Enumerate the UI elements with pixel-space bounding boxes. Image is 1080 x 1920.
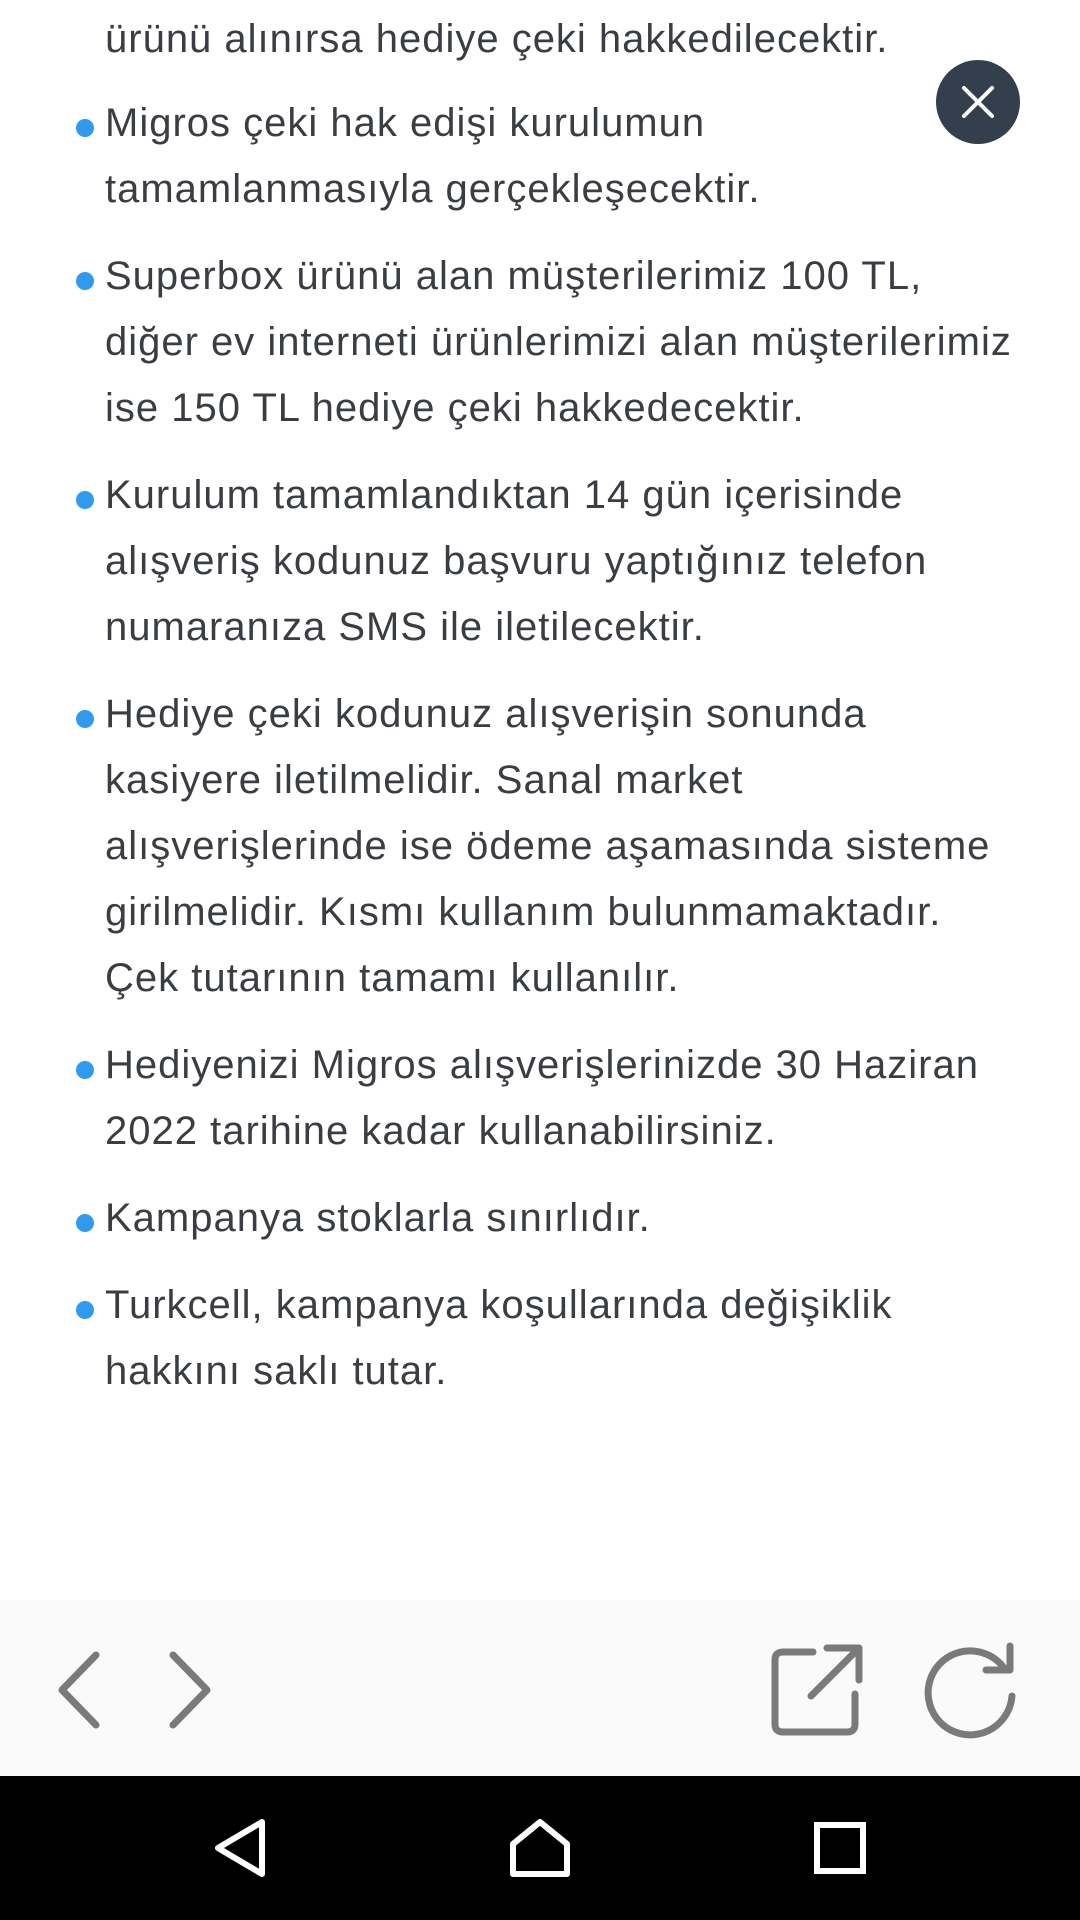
- list-item: [0, 1185, 1080, 1251]
- recents-icon: [812, 1820, 868, 1876]
- list-item: [0, 243, 1080, 441]
- system-recents-button[interactable]: [790, 1798, 890, 1898]
- list-item: [0, 90, 1080, 222]
- list-item-text: Turkcell, kampanya koşullarında değişiklik hakkını saklı tutar.: [105, 1283, 893, 1393]
- system-home-button[interactable]: [490, 1798, 590, 1898]
- forward-button[interactable]: [137, 1640, 237, 1740]
- bullet-icon: [76, 710, 94, 728]
- bullet-icon: [76, 1061, 94, 1079]
- list-item-text: Kurulum tamamlandıktan 14 gün içerisinde alışveriş kodunuz başvuru yaptığınız telefon numaranıza SMS ile iletilecektir.: [105, 473, 928, 649]
- close-button[interactable]: [936, 60, 1020, 144]
- system-back-button[interactable]: [190, 1798, 290, 1898]
- close-icon: [960, 84, 996, 120]
- back-button[interactable]: [32, 1640, 132, 1740]
- bullet-icon: [76, 1301, 94, 1319]
- reload-button[interactable]: [922, 1640, 1022, 1740]
- list-item-text: Kampanya stoklarla sınırlıdır.: [105, 1196, 651, 1240]
- list-item-text: Migros çeki hak edişi kurulumun tamamlanmasıyla gerçekleşecektir.: [105, 101, 761, 211]
- bullet-icon: [76, 119, 94, 137]
- back-arrow-icon: [52, 1645, 112, 1735]
- list-item: [0, 462, 1080, 660]
- home-icon: [507, 1816, 573, 1880]
- bullet-icon: [76, 491, 94, 509]
- bullet-icon: [76, 272, 94, 290]
- browser-toolbar: [0, 1600, 1080, 1776]
- back-triangle-icon: [210, 1816, 270, 1880]
- bullet-icon: [76, 1214, 94, 1232]
- list-item: [0, 1272, 1080, 1404]
- list-item-text: Hediyenizi Migros alışverişlerinizde 30 Haziran 2022 tarihine kadar kullanabilirsiniz.: [105, 1043, 979, 1153]
- forward-arrow-icon: [157, 1645, 217, 1735]
- open-external-button[interactable]: [767, 1640, 867, 1740]
- open-external-icon: [769, 1642, 865, 1738]
- term-text-continued: ürünü alınırsa hediye çeki hakkedilecektir.: [105, 17, 889, 61]
- list-item-text: Hediye çeki kodunuz alışverişin sonunda kasiyere iletilmelidir. Sanal market alışverişlerinde ise ödeme aşamasında sisteme girilmelidir. Kısmı kullanım bulunmamaktadır. Çek tutarının tamamı kullanılır.: [105, 692, 991, 1000]
- list-item: [0, 1032, 1080, 1164]
- list-item-text: Superbox ürünü alan müşterilerimiz 100 TL, diğer ev interneti ürünlerimizi alan müşterilerimiz ise 150 TL hediye çeki hakkedecektir.: [105, 254, 1012, 430]
- system-navigation-bar: [0, 1776, 1080, 1920]
- list-item: [0, 681, 1080, 1011]
- campaign-terms-list: [0, 90, 1080, 1425]
- reload-icon: [922, 1640, 1022, 1740]
